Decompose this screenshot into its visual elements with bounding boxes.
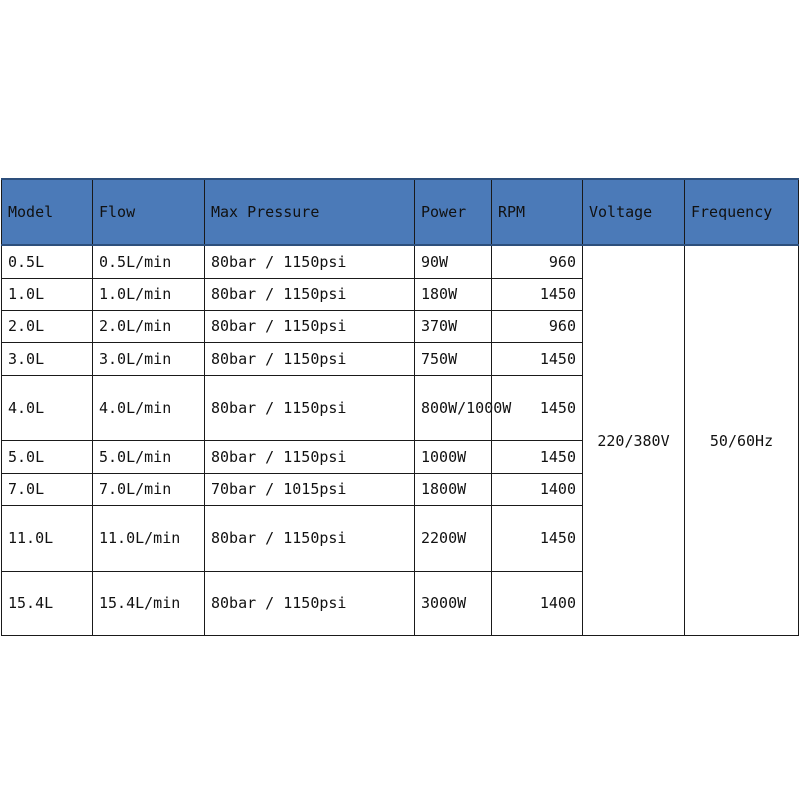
cell-pressure: 70bar / 1015psi — [205, 473, 415, 505]
cell-model: 11.0L — [2, 505, 93, 571]
cell-pressure: 80bar / 1150psi — [205, 310, 415, 342]
cell-rpm: 1450 — [492, 342, 583, 375]
cell-flow: 11.0L/min — [93, 505, 205, 571]
cell-power: 370W — [415, 310, 492, 342]
cell-flow: 4.0L/min — [93, 375, 205, 440]
cell-pressure: 80bar / 1150psi — [205, 342, 415, 375]
cell-model: 1.0L — [2, 278, 93, 310]
header-row — [2, 179, 799, 245]
cell-power: 3000W — [415, 571, 492, 635]
cell-power: 1800W — [415, 473, 492, 505]
cell-rpm: 1450 — [492, 375, 583, 440]
cell-pressure: 80bar / 1150psi — [205, 571, 415, 635]
cell-frequency: 50/60Hz — [685, 245, 799, 636]
col-header-voltage: Voltage — [583, 179, 685, 245]
cell-flow: 7.0L/min — [93, 473, 205, 505]
col-header-max-pressure: Max Pressure — [205, 179, 415, 245]
cell-flow: 3.0L/min — [93, 342, 205, 375]
pump-spec-table — [1, 178, 799, 636]
col-header-model: Model — [2, 179, 93, 245]
cell-model: 5.0L — [2, 440, 93, 473]
cell-power: 180W — [415, 278, 492, 310]
cell-pressure: 80bar / 1150psi — [205, 440, 415, 473]
cell-flow: 15.4L/min — [93, 571, 205, 635]
cell-rpm: 1450 — [492, 278, 583, 310]
cell-rpm: 1450 — [492, 440, 583, 473]
cell-power: 90W — [415, 245, 492, 278]
cell-power: 2200W — [415, 505, 492, 571]
cell-pressure: 80bar / 1150psi — [205, 505, 415, 571]
cell-voltage: 220/380V — [583, 245, 685, 636]
cell-flow: 5.0L/min — [93, 440, 205, 473]
cell-flow: 2.0L/min — [93, 310, 205, 342]
cell-pressure: 80bar / 1150psi — [205, 375, 415, 440]
cell-rpm: 1450 — [492, 505, 583, 571]
cell-pressure: 80bar / 1150psi — [205, 245, 415, 278]
cell-power: 800W/1000W — [415, 375, 492, 440]
cell-rpm: 960 — [492, 245, 583, 278]
cell-flow: 1.0L/min — [93, 278, 205, 310]
col-header-rpm: RPM — [492, 179, 583, 245]
cell-model: 7.0L — [2, 473, 93, 505]
cell-power: 1000W — [415, 440, 492, 473]
cell-power: 750W — [415, 342, 492, 375]
cell-model: 15.4L — [2, 571, 93, 635]
cell-rpm: 960 — [492, 310, 583, 342]
col-header-frequency: Frequency — [685, 179, 799, 245]
cell-flow: 0.5L/min — [93, 245, 205, 278]
cell-model: 0.5L — [2, 245, 93, 278]
table-row — [2, 245, 799, 278]
cell-pressure: 80bar / 1150psi — [205, 278, 415, 310]
col-header-power: Power — [415, 179, 492, 245]
col-header-flow: Flow — [93, 179, 205, 245]
cell-rpm: 1400 — [492, 571, 583, 635]
cell-rpm: 1400 — [492, 473, 583, 505]
cell-model: 2.0L — [2, 310, 93, 342]
cell-model: 4.0L — [2, 375, 93, 440]
cell-model: 3.0L — [2, 342, 93, 375]
